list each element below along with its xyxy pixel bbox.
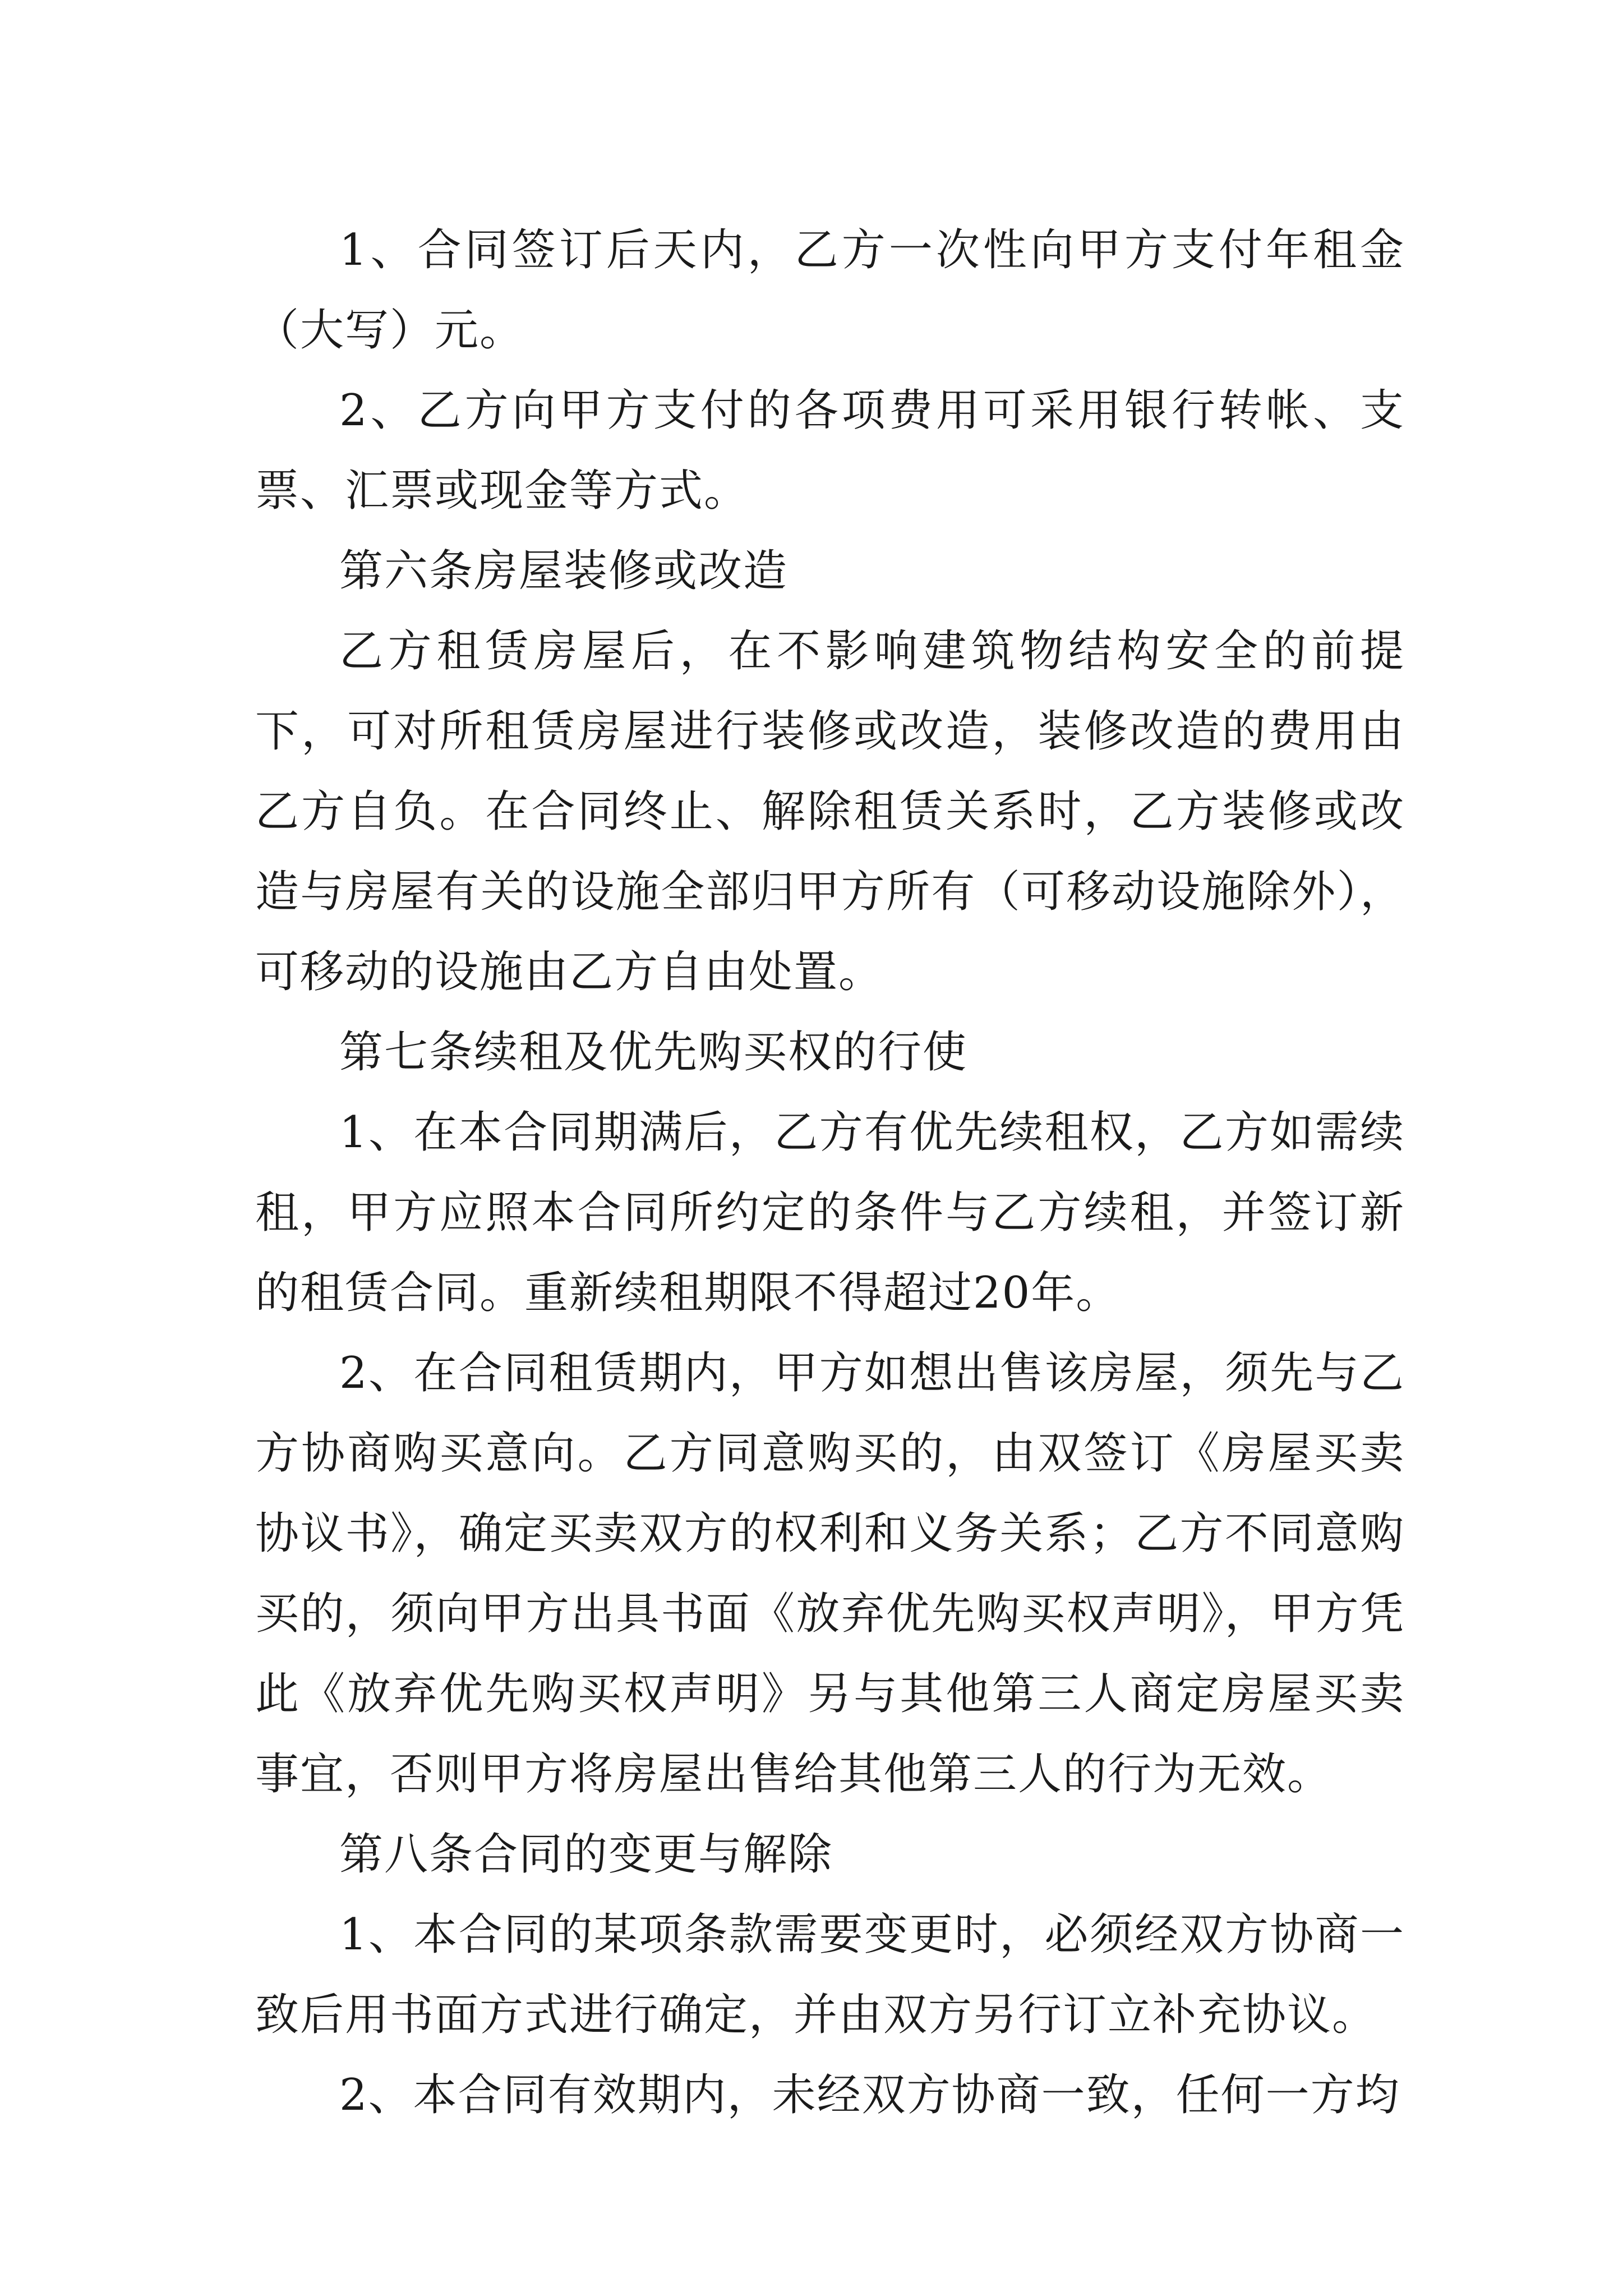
paragraph-payment-methods: 2、乙方向甲方支付的各项费用可采用银行转帐、支票、汇票或现金等方式。	[255, 385, 1405, 516]
article-7-heading: 第七条续租及优先购买权的行使	[339, 1027, 968, 1078]
paragraph-termination: 2、本合同有效期内，未经双方协商一致，任何一方均	[339, 2070, 1400, 2120]
paragraph-payment-annual-rent: 1、合同签订后天内，乙方一次性向甲方支付年租金（大写）元。	[255, 225, 1405, 356]
article-8-heading: 第八条合同的变更与解除	[339, 1829, 833, 1880]
paragraph-amendment: 1、本合同的某项条款需要变更时，必须经双方协商一致后用书面方式进行确定，并由双方另行订立补充协议。	[255, 1910, 1405, 2040]
paragraph-preemptive-purchase: 2、在合同租赁期内，甲方如想出售该房屋，须先与乙方协商购买意向。乙方同意购买的，由双签订《房屋买卖协议书》，确定买卖双方的权利和义务关系；乙方不同意购买的，须向甲方出具书面《放弃优先购买权声明》，甲方凭此《放弃优先购买权声明》另与其他第三人商定房屋买卖事宜，否则甲方将房屋出售给其他第三人的行为无效。	[255, 1348, 1405, 1800]
article-6-heading: 第六条房屋装修或改造	[339, 546, 789, 596]
paragraph-renewal-right: 1、在本合同期满后，乙方有优先续租权，乙方如需续租，甲方应照本合同所约定的条件与乙方续租，并签订新的租赁合同。重新续租期限不得超过20年。	[255, 1107, 1405, 1318]
paragraph-renovation: 乙方租赁房屋后，在不影响建筑物结构安全的前提下，可对所租赁房屋进行装修或改造，装修改造的费用由乙方自负。在合同终止、解除租赁关系时，乙方装修或改造与房屋有关的设施全部归甲方所有（可移动设施除外），可移动的设施由乙方自由处置。	[255, 626, 1405, 997]
document-body	[255, 210, 1405, 2136]
